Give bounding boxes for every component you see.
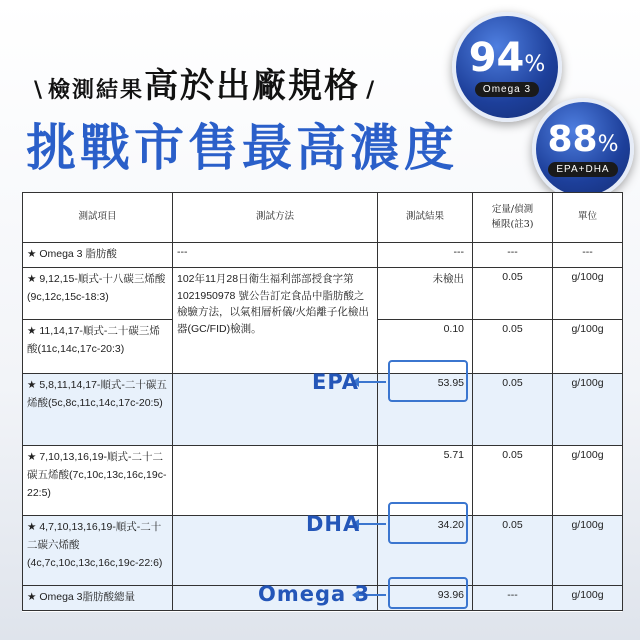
row-unit: g/100g (553, 267, 623, 319)
headline-top (28, 58, 380, 107)
row-unit: g/100g (553, 515, 623, 585)
row-limit: 0.05 (473, 515, 553, 585)
row-limit: 0.05 (473, 319, 553, 373)
row-unit: --- (553, 243, 623, 268)
row-unit: g/100g (553, 319, 623, 373)
row-result: 5.71 (378, 445, 473, 515)
row-item: ★ 5,8,11,14,17-順式-二十碳五烯酸(5c,8c,11c,14c,17c-20:5) (23, 373, 173, 445)
header-item: 測試項目 (23, 193, 173, 243)
row-unit: g/100g (553, 373, 623, 445)
row-item: ★ Omega 3 脂肪酸 (23, 243, 173, 268)
row-result: --- (378, 243, 473, 268)
dha-highlight-box (388, 502, 468, 544)
epa-dha-badge (532, 98, 634, 200)
row-result: 34.20 (378, 515, 473, 585)
headline-main: 挑戰市售最高濃度 (26, 119, 458, 177)
header-limit: 定量/偵測 極限(註3) (473, 193, 553, 243)
row-item: ★ 7,10,13,16,19-順式-二十二碳五烯酸(7c,10c,13c,16c,19c-22:5) (23, 445, 173, 515)
epa-label: EPA (312, 370, 360, 394)
row-limit: --- (473, 243, 553, 268)
dha-arrow (358, 523, 386, 525)
row-limit: --- (473, 585, 553, 610)
headline-big: 高於出廠規格 (144, 66, 361, 106)
row-result: 53.95 (378, 373, 473, 445)
row-method: 102年11月28日衛生福利部部授食字第1021950978 號公告訂定食品中脂肪酸之檢驗方法，以氣相層析儀/火焰離子化檢出器(GC/FID)檢測。 (173, 267, 378, 373)
row-result: 93.96 (378, 585, 473, 610)
table-row (23, 445, 623, 515)
row-method: --- (173, 243, 378, 268)
row-result: 0.10 (378, 319, 473, 373)
headline-slash-right: / (366, 78, 375, 103)
omega3-badge (452, 12, 562, 122)
table-header-row (23, 193, 623, 243)
header-unit: 單位 (553, 193, 623, 243)
row-result: 未檢出 (378, 267, 473, 319)
row-method-blank (173, 445, 378, 515)
omega3-badge-value: 94% (468, 34, 546, 81)
omega3-label: Omega 3 (258, 582, 371, 606)
row-limit: 0.05 (473, 373, 553, 445)
row-unit: g/100g (553, 585, 623, 610)
row-unit: g/100g (553, 445, 623, 515)
row-item: ★ 9,12,15-順式-十八碳三烯酸(9c,12c,15c-18:3) (23, 267, 173, 319)
table-row (23, 267, 623, 319)
epa-arrow (358, 381, 386, 383)
header-method: 測試方法 (173, 193, 378, 243)
table-row (23, 243, 623, 268)
header-result: 測試結果 (378, 193, 473, 243)
headline-small: 檢測結果 (48, 78, 145, 103)
row-item: ★ 11,14,17-順式-二十碳三烯酸(11c,14c,17c-20:3) (23, 319, 173, 373)
epa-dha-badge-value: 88% (547, 118, 619, 160)
row-limit: 0.05 (473, 445, 553, 515)
dha-label: DHA (306, 512, 361, 536)
epa-dha-badge-label: EPA+DHA (548, 162, 617, 177)
row-item: ★ Omega 3脂肪酸總量 (23, 585, 173, 610)
headline-slash-left: \ (34, 78, 43, 103)
test-report-table (22, 192, 622, 612)
epa-highlight-box (388, 360, 468, 402)
row-item: ★ 4,7,10,13,16,19-順式-二十二碳六烯酸(4c,7c,10c,13c,16c,19c-22:6) (23, 515, 173, 585)
row-limit: 0.05 (473, 267, 553, 319)
omega3-highlight-box (388, 577, 468, 609)
omega3-badge-label: Omega 3 (475, 82, 539, 97)
